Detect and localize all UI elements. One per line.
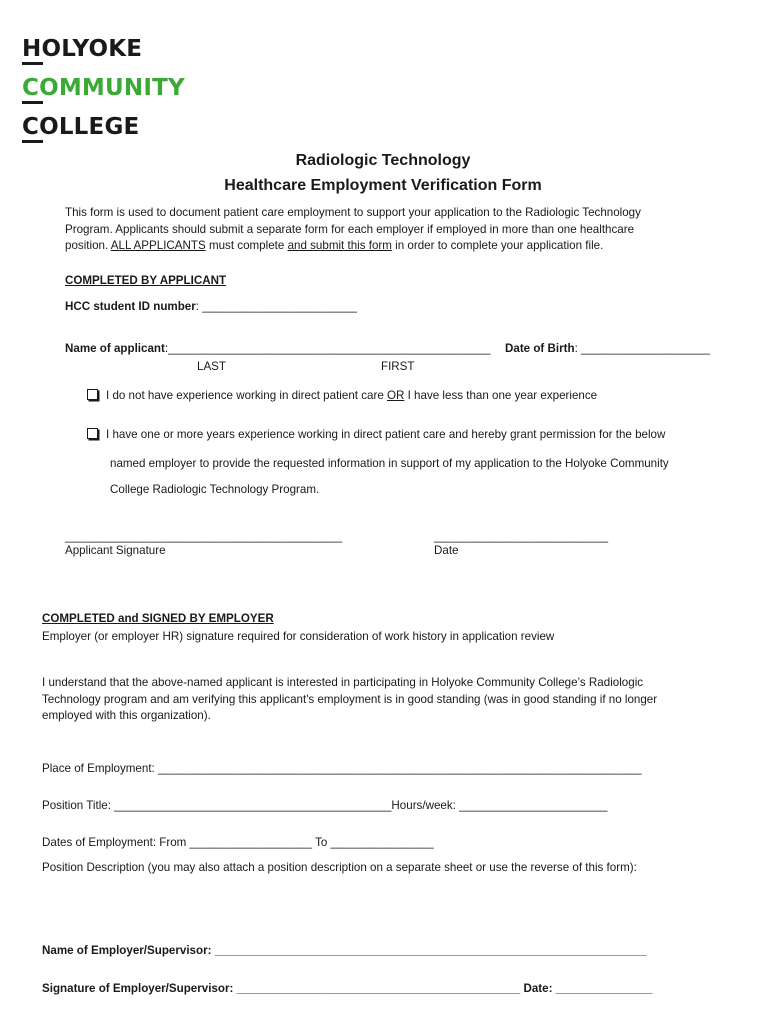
dates-of-employment-field[interactable]: Dates of Employment: From ___________________ To ________________ [42, 836, 434, 849]
applicant-section-heading: COMPLETED BY APPLICANT [65, 274, 227, 287]
checkbox-no-experience[interactable]: I do not have experience working in direct patient care OR I have less than one year experience [87, 389, 597, 402]
first-name-label: FIRST [381, 360, 415, 373]
position-description-label: Position Description (you may also attach a position description on a separate sheet or use the reverse of this form): [42, 861, 637, 874]
logo-divider [22, 62, 43, 65]
employer-statement: I understand that the above-named applicant is interested in participating in Holyoke Community College’s Radiologic Technology program and am verifying this applicant's employment is in good standing (was in good standing if no longer employed with this organization). [42, 676, 658, 722]
applicant-signature-label: Applicant Signature [65, 544, 166, 557]
checkbox-icon[interactable] [87, 389, 98, 400]
logo-divider [22, 140, 43, 143]
applicant-date-label: Date [434, 544, 459, 557]
logo-holyoke: HOLYOKE [22, 36, 143, 62]
employer-signature-field[interactable]: Signature of Employer/Supervisor: ____________________________________________ Date: _______________ [42, 982, 653, 995]
intro-paragraph: This form is used to document patient care employment to support your application to the Radiologic Technology Program. Applicants should submit a separate form for each employer if employed in more than one healthcare position. ALL APPLICANTS must complete and submit this form in order to complete your application file. [65, 206, 641, 252]
employer-name-field[interactable]: Name of Employer/Supervisor: ___________________________________________________________________ [42, 944, 647, 957]
applicant-name-field[interactable]: Name of applicant:__________________________________________________ [65, 342, 491, 355]
checkbox-icon[interactable] [87, 428, 98, 439]
date-of-birth-field[interactable]: Date of Birth: ____________________ [505, 342, 710, 355]
position-title-field[interactable]: Position Title: ___________________________________________Hours/week: _______________________ [42, 799, 608, 812]
applicant-date-line[interactable]: ___________________________ [434, 530, 609, 543]
employer-section-subheading: Employer (or employer HR) signature required for consideration of work history in application review [42, 630, 555, 643]
logo-college: COLLEGE [22, 114, 140, 140]
form-title: Healthcare Employment Verification Form [224, 177, 542, 194]
student-id-field[interactable]: HCC student ID number: ________________________ [65, 300, 357, 313]
logo-divider [22, 101, 43, 104]
applicant-signature-line[interactable]: ___________________________________________ [65, 530, 343, 543]
form-title-program: Radiologic Technology [295, 152, 471, 169]
employer-section-heading: COMPLETED and SIGNED BY EMPLOYER [42, 612, 274, 625]
last-name-label: LAST [197, 360, 226, 373]
checkbox-has-experience-text: named employer to provide the requested information in support of my application to the Holyoke Community [110, 457, 669, 470]
checkbox-has-experience[interactable]: I have one or more years experience working in direct patient care and hereby grant permission for the below [87, 428, 665, 441]
logo-community: COMMUNITY [22, 75, 185, 101]
place-of-employment-field[interactable]: Place of Employment: ___________________________________________________________________________ [42, 762, 642, 775]
checkbox-has-experience-text: College Radiologic Technology Program. [110, 483, 320, 496]
